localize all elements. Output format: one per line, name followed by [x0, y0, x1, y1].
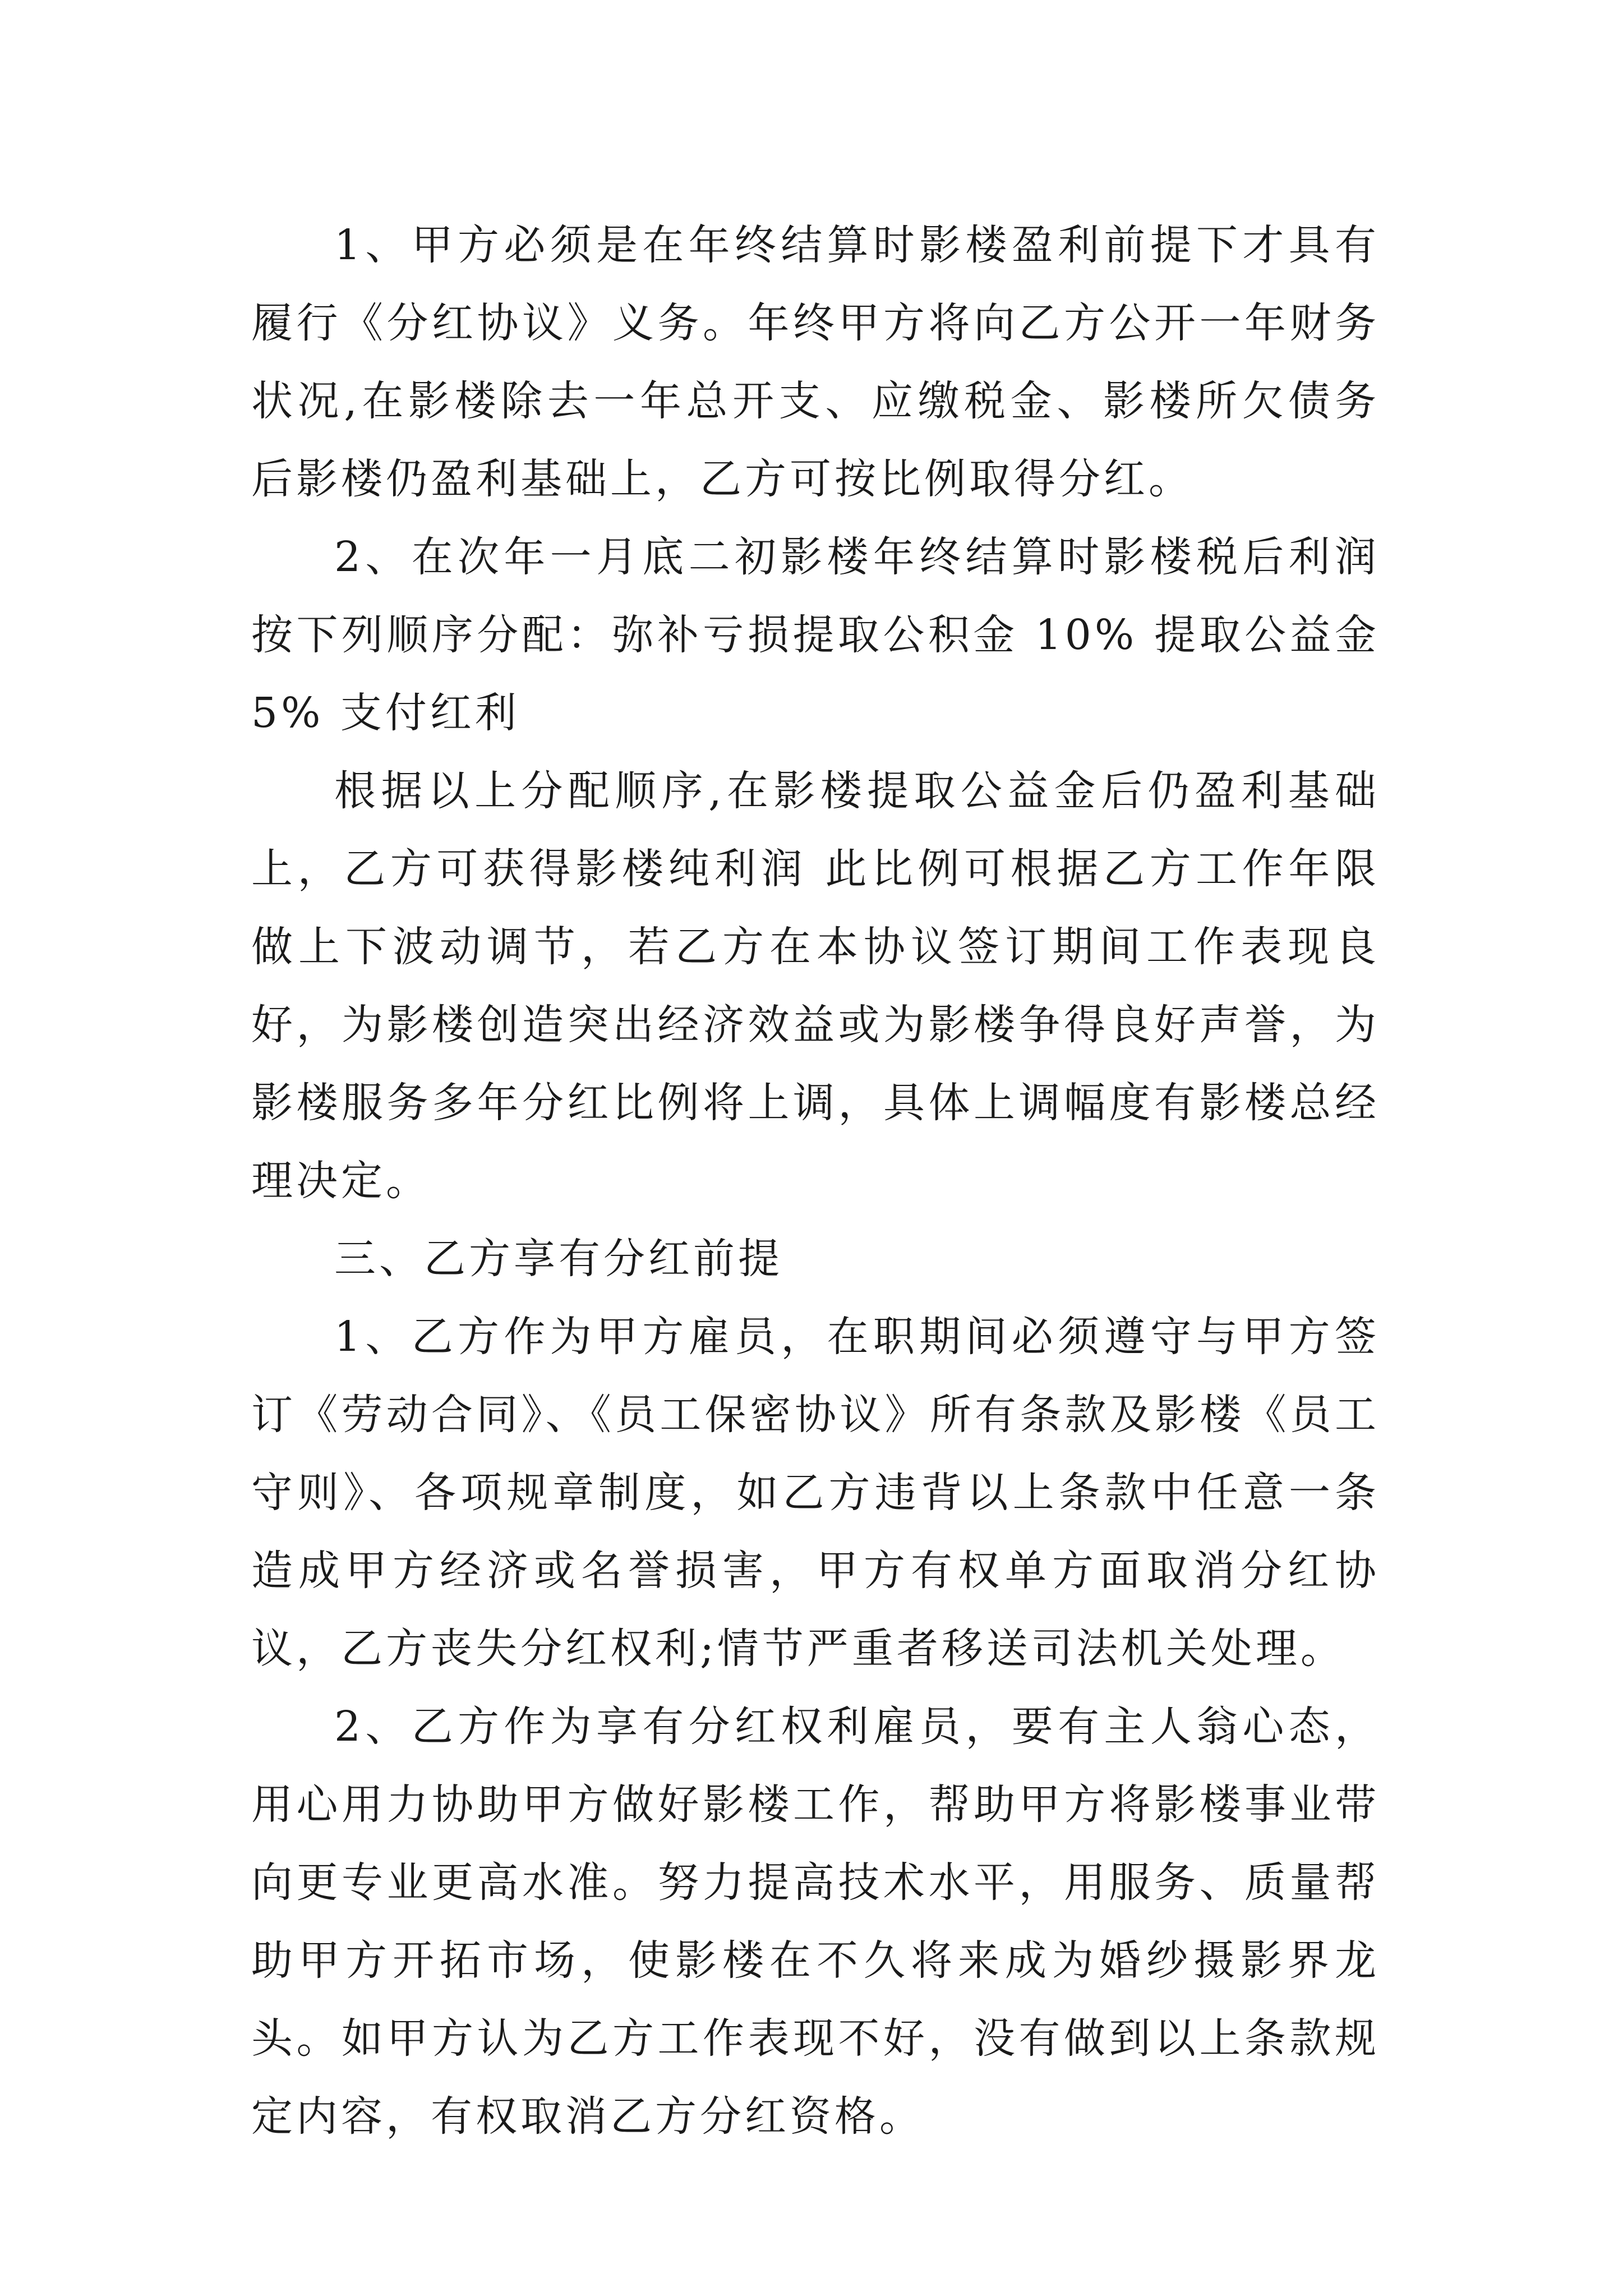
document-body: [251, 206, 1380, 2156]
section-heading-dividend-premise: 三、乙方享有分红前提: [334, 1235, 783, 1283]
paragraph-dividend-obligation: 1、甲方必须是在年终结算时影楼盈利前提下才具有履行《分红协议》义务。年终甲方将向乙方公开一年财务状况,在影楼除去一年总开支、应缴税金、影楼所欠债务后影楼仍盈利基础上，乙方可按比例取得分红。: [251, 221, 1380, 503]
paragraph-distribution-order: 根据以上分配顺序,在影楼提取公益金后仍盈利基础上，乙方可获得影楼纯利润 此比例可根据乙方工作年限做上下波动调节，若乙方在本协议签订期间工作表现良好，为影楼创造突出经济效益或为影楼争得良好声誉，为影楼服务多年分红比例将上调，具体上调幅度有影楼总经理决定。: [251, 767, 1380, 1205]
paragraph-employee-attitude: 2、乙方作为享有分红权利雇员，要有主人翁心态，用心用力协助甲方做好影楼工作，帮助甲方将影楼事业带向更专业更高水准。努力提高技术水平，用服务、质量帮助甲方开拓市场，使影楼在不久将来成为婚纱摄影界龙头。如甲方认为乙方工作表现不好，没有做到以上条款规定内容，有权取消乙方分红资格。: [251, 1703, 1380, 2141]
paragraph-employee-compliance: 1、乙方作为甲方雇员，在职期间必须遵守与甲方签订《劳动合同》、《员工保密协议》所有条款及影楼《员工守则》、各项规章制度，如乙方违背以上条款中任意一条造成甲方经济或名誉损害，甲方有权单方面取消分红协议，乙方丧失分红权利;情节严重者移送司法机关处理。: [251, 1313, 1380, 1673]
paragraph-profit-distribution: 2、在次年一月底二初影楼年终结算时影楼税后利润按下列顺序分配：弥补亏损提取公积金 10% 提取公益金 5% 支付红利: [251, 533, 1380, 737]
